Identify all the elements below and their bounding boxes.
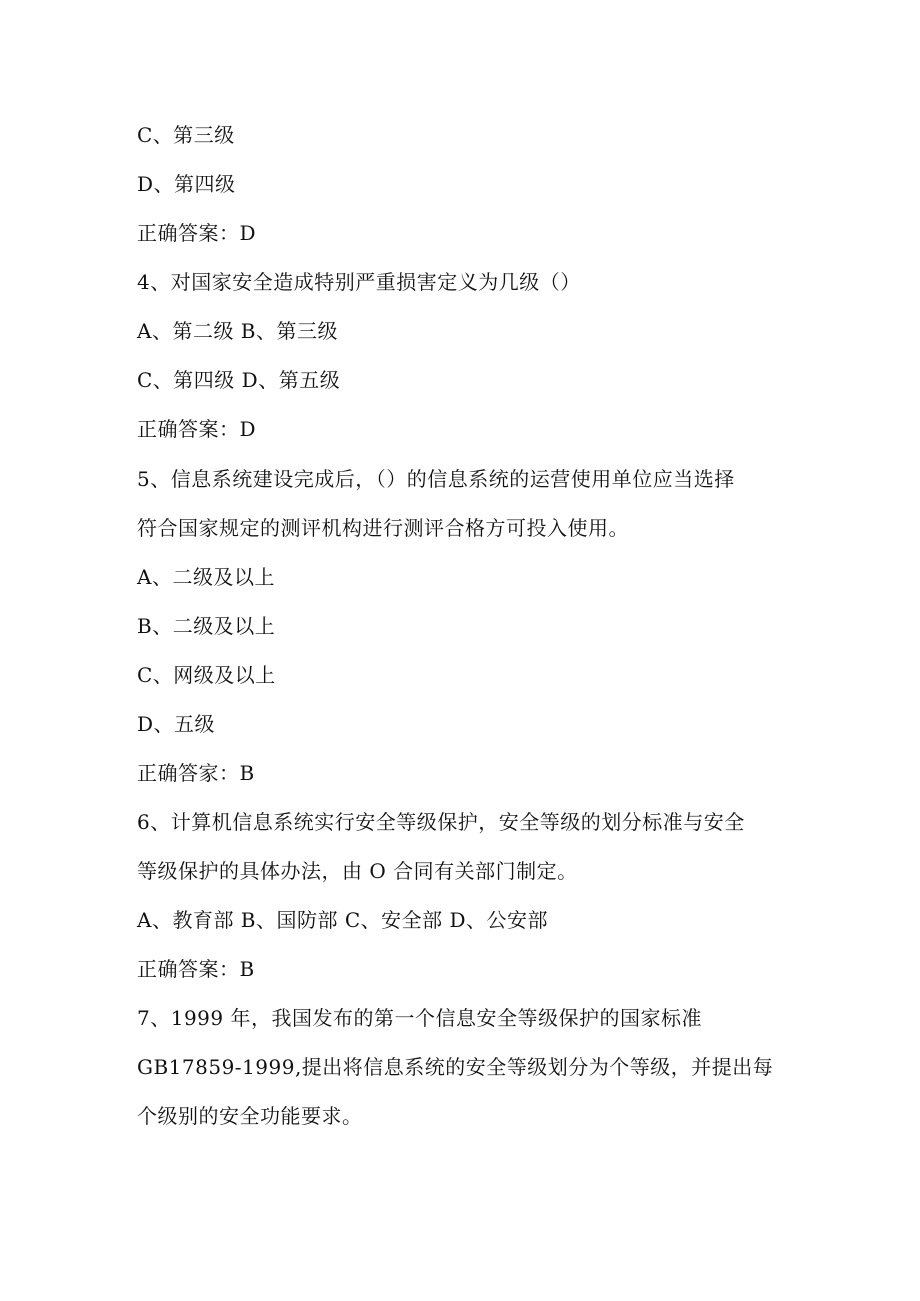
question-5-line-2: 符合国家规定的测评机构进行测评合格方可投入使用。 — [137, 516, 629, 540]
question-5-option-b: B、二级及以上 — [137, 614, 276, 638]
question-4-answer: 正确答案：D — [137, 417, 257, 441]
question-5-line-1: 5、信息系统建设完成后，（）的信息系统的运营使用单位应当选择 — [137, 467, 735, 491]
question-7-line-2: GB17859-1999,提出将信息系统的安全等级划分为个等级，并提出每 — [137, 1055, 774, 1079]
question-6-line-1: 6、计算机信息系统实行安全等级保护，安全等级的划分标准与安全 — [137, 810, 745, 834]
question-5-answer: 正确答家：B — [137, 761, 255, 785]
question-5-option-c: C、网级及以上 — [137, 663, 276, 687]
answer-line: 正确答案：D — [137, 221, 257, 245]
question-6-options: A、教育部 B、国防部 C、安全部 D、公安部 — [137, 908, 549, 932]
question-6-answer: 正确答案：B — [137, 957, 255, 981]
question-5-option-a: A、二级及以上 — [137, 565, 275, 589]
question-4-options-ab: A、第二级 B、第三级 — [137, 319, 338, 343]
option-d-line: D、第四级 — [137, 172, 236, 196]
question-4: 4、对国家安全造成特别严重损害定义为几级（） — [137, 270, 581, 294]
question-7-line-3: 个级别的安全功能要求。 — [137, 1104, 363, 1128]
option-c-line: C、第三级 — [137, 123, 235, 147]
question-5-option-d: D、五级 — [137, 712, 216, 736]
question-4-options-cd: C、第四级 D、第五级 — [137, 368, 341, 392]
question-7-line-1: 7、1999 年，我国发布的第一个信息安全等级保护的国家标准 — [137, 1006, 702, 1030]
question-6-line-2: 等级保护的具体办法，由 O 合同有关部门制定。 — [137, 859, 578, 883]
